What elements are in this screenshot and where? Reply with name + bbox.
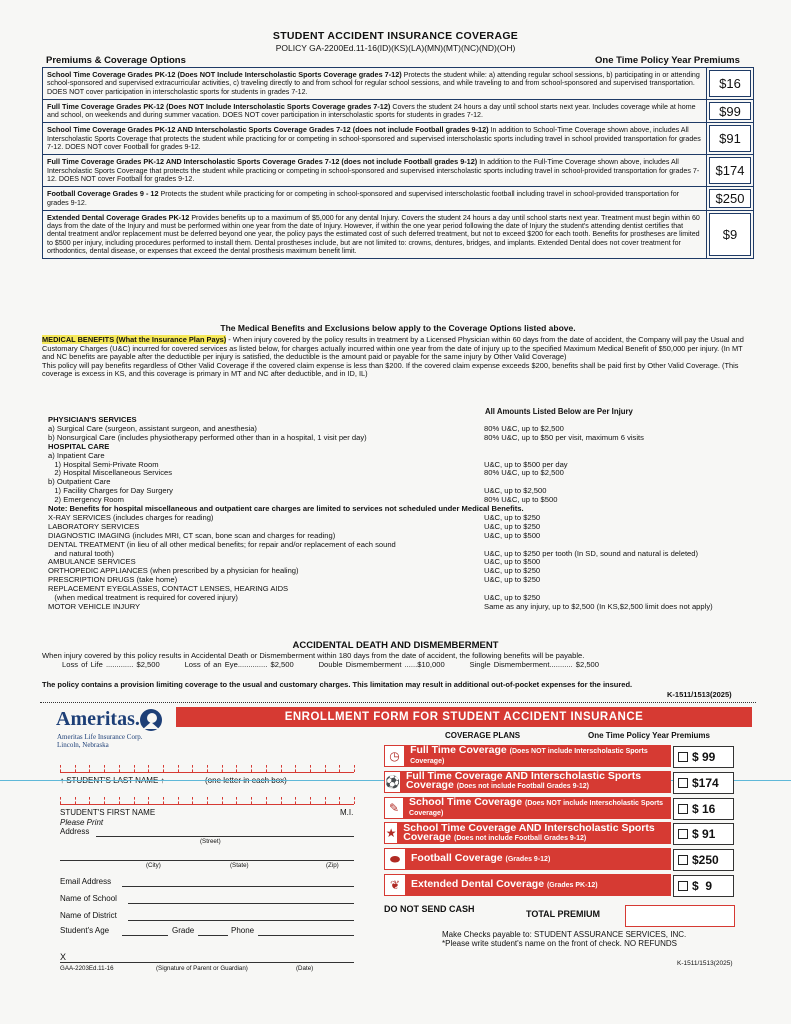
benefit-label: a) Surgical Care (surgeon, assistant surgeon, and anesthesia) <box>48 423 257 433</box>
plan-subtitle: (Does not include Football Grades 9-12) <box>454 834 587 842</box>
letter-box-divider <box>251 765 253 772</box>
other-coverage-text: This policy will pay benefits regardless of Other Valid Coverage if the covered claim expense is less than $200. If the covered claim expense exceeds $200, benefits shall be paid first by Other Valid Coverage. (This coverage is excess in KS, and this coverage is primary in MT and NC after deductible, and in ID, IL) <box>42 360 739 379</box>
premiums-header: Premiums & Coverage Options <box>46 55 186 66</box>
coverage-plan <box>384 745 671 767</box>
form-number-bottom: K-1511/1513(2025) <box>677 960 733 967</box>
letter-box-divider <box>89 797 91 804</box>
coverage-text: In addition to the Full-Time Coverage shown above, includes All Interscholastic Sports Coverage that protects the student while practicing or competing in school-sponsored and supervised interscholastic sports including travel in school-provided transportation for grades 7-12. DOES NOT cover Football for grades 9-12. <box>47 158 700 183</box>
district-field[interactable] <box>128 920 354 921</box>
enrollment-banner: ENROLLMENT FORM FOR STUDENT ACCIDENT INSURANCE <box>176 707 752 727</box>
address-street-field[interactable] <box>96 836 354 837</box>
address-city-field[interactable] <box>60 860 354 861</box>
benefit-amount: U&C, up to $250 <box>484 593 541 602</box>
letter-box-divider <box>295 765 297 772</box>
letter-box-divider <box>163 765 165 772</box>
plan-subtitle: (Does NOT include Interscholastic Sports Coverage) <box>409 799 664 817</box>
total-premium-label: TOTAL PREMIUM <box>526 909 600 919</box>
benefit-label: and natural tooth) <box>48 548 114 558</box>
plan-checkbox[interactable] <box>673 798 734 820</box>
address-label: Address <box>60 827 90 836</box>
checkbox-square[interactable] <box>678 778 688 788</box>
medical-benefits-heading: MEDICAL BENEFITS (What the Insurance Plan Pays) <box>42 335 227 344</box>
lion-icon <box>137 707 165 733</box>
benefit-label: b) Nonsurgical Care (includes physiotherapy performed other than in a hospital, 1 visit per day) <box>48 432 367 442</box>
coverage-title: Extended Dental Coverage Grades PK-12 <box>47 212 190 222</box>
coverage-plan <box>384 874 671 896</box>
signature-caption: (Signature of Parent or Guardian) <box>156 965 248 972</box>
phone-field[interactable] <box>258 935 354 936</box>
letter-box-divider <box>134 797 136 804</box>
letter-box-divider <box>207 765 209 772</box>
benefit-label: LABORATORY SERVICES <box>48 521 140 531</box>
email-label: Email Address <box>60 877 112 886</box>
first-name-label: STUDENT'S FIRST NAME <box>60 808 156 817</box>
letter-box-divider <box>75 765 77 772</box>
sports-icon: ⚽ <box>384 771 401 793</box>
letter-box-divider <box>134 765 136 772</box>
benefit-amount: U&C, up to $500 per day <box>484 459 568 469</box>
plan-price: $174 <box>692 775 719 790</box>
email-field[interactable] <box>122 886 354 887</box>
coverage-plan <box>384 848 671 870</box>
benefit-label: PRESCRIPTION DRUGS (take home) <box>48 575 178 585</box>
benefit-label: PHYSICIAN'S SERVICES <box>48 415 137 424</box>
coverage-plan <box>384 771 671 793</box>
plan-title: School Time Coverage AND Interscholastic Sports Coverage <box>403 821 655 843</box>
letter-box-divider <box>251 797 253 804</box>
age-label: Student's Age <box>60 926 110 935</box>
ameritas-company <box>57 733 143 749</box>
policy-year-header: One Time Policy Year Premiums <box>595 55 740 66</box>
runner-icon: ★ <box>384 822 398 844</box>
plan-checkbox[interactable] <box>673 875 734 897</box>
city-caption: (City) <box>146 862 161 869</box>
benefit-amount: 80% U&C, up to $2,500 <box>484 468 564 478</box>
plan-title: Full Time Coverage <box>410 744 507 756</box>
letter-box-divider <box>104 765 106 772</box>
per-injury-note: All Amounts Listed Below are Per Injury <box>485 407 633 416</box>
policy-number: POLICY GA-2200Ed.11-16(ID)(KS)(LA)(MN)(MT)(NC)(ND)(OH) <box>275 43 516 53</box>
plan-price: $250 <box>692 853 719 868</box>
benefit-label: 2) Emergency Room <box>48 495 124 505</box>
benefit-amount: U&C, up to $250 <box>484 521 541 531</box>
letter-box-divider <box>148 765 150 772</box>
plan-price: $ 16 <box>692 801 716 816</box>
letter-box-divider <box>236 797 238 804</box>
coverage-title: School Time Coverage Grades PK-12 (Does NOT Include Interscholastic Sports Coverage grades 7-12) <box>47 70 402 79</box>
checkbox-square[interactable] <box>678 804 688 814</box>
limitation-notice: The policy contains a provision limiting coverage to the usual and customary charges. This limitation may result in additional out-of-pocket expenses for the insured. <box>42 680 633 689</box>
letter-box-divider <box>148 797 150 804</box>
benefit-label: DIAGNOSTIC IMAGING (includes MRI, CT scan, bone scan and charges for reading) <box>48 530 336 540</box>
benefit-label: Note: Benefits for hospital miscellaneous and outpatient care charges are limited to services not scheduled under Medical Benefits. <box>48 504 524 513</box>
benefit-label: MOTOR VEHICLE INJURY <box>48 601 141 611</box>
benefit-schedule <box>0 416 791 636</box>
coverage-text: Covers the student 24 hours a day until school starts next year. Includes coverage while at home and school, on weekends and during summer vacation. DOES NOT cover participation in interscholastic sports for students in grades 7-12. <box>47 102 696 120</box>
plan-title: Full Time Coverage AND Interscholastic Sports Coverage <box>405 770 642 792</box>
plan-price: $ 9 <box>692 879 713 893</box>
checkbox-square[interactable] <box>678 855 688 865</box>
date-caption: (Date) <box>296 965 314 972</box>
coverage-description <box>43 187 707 210</box>
coverage-row <box>43 68 753 100</box>
benefit-label: X-RAY SERVICES (includes charges for reading) <box>48 512 214 522</box>
plan-label <box>405 746 671 766</box>
please-print-note: Please Print <box>60 818 104 827</box>
grade-field[interactable] <box>198 935 228 936</box>
page-title: STUDENT ACCIDENT INSURANCE COVERAGE <box>272 30 519 42</box>
benefit-label: b) Outpatient Care <box>48 477 111 487</box>
district-label: Name of District <box>60 911 117 920</box>
coverage-price: $99 <box>709 102 751 121</box>
letter-box-divider <box>325 797 327 804</box>
plan-title: Football Coverage <box>411 852 503 865</box>
apply-note: The Medical Benefits and Exclusions below apply to the Coverage Options listed above. <box>220 323 576 333</box>
plan-price: $ 91 <box>692 827 716 842</box>
plan-label <box>404 795 671 818</box>
school-icon: ✎ <box>384 797 404 819</box>
medical-benefits-paragraph <box>42 336 754 379</box>
signature-field[interactable] <box>60 962 354 963</box>
benefit-label: 1) Hospital Semi-Private Room <box>48 459 159 469</box>
letter-box-divider <box>354 765 356 772</box>
plan-checkbox[interactable] <box>673 823 734 845</box>
state-caption: (State) <box>230 862 249 869</box>
form-code: GAA-2203Ed.11-16 <box>60 965 114 972</box>
letter-box-divider <box>119 797 121 804</box>
football-icon: ⬬ <box>384 848 406 870</box>
coverage-price: $250 <box>709 189 751 208</box>
plan-title: School Time Coverage <box>409 795 523 808</box>
coverage-row <box>43 187 753 211</box>
letter-box-divider <box>295 797 297 804</box>
coverage-row <box>43 100 753 124</box>
add-title: ACCIDENTAL DEATH AND DISMEMBERMENT <box>292 640 499 651</box>
coverage-price: $174 <box>709 157 751 184</box>
company-location: Lincoln, Nebraska <box>57 741 109 749</box>
school-field[interactable] <box>128 903 354 904</box>
coverage-price: $16 <box>709 70 751 97</box>
first-name-boxes[interactable] <box>60 790 354 805</box>
age-field[interactable] <box>122 935 168 936</box>
coverage-plan <box>384 822 671 844</box>
coverage-price: $9 <box>709 213 751 256</box>
coverage-title: Full Time Coverage Grades PK-12 AND Interscholastic Sports Coverage Grades 7-12 (does not include Football grades 9-12) <box>47 157 478 167</box>
letter-box-divider <box>60 765 62 772</box>
benefit-amount: U&C, up to $2,500 <box>484 486 547 496</box>
plan-checkbox[interactable] <box>673 746 734 768</box>
benefit-label: a) Inpatient Care <box>48 450 105 460</box>
street-caption: (Street) <box>200 838 221 845</box>
benefit-label: (when medical treatment is required for covered injury) <box>48 593 238 602</box>
coverage-text: Protects the student while practicing for or competing in school-sponsored and supervised interscholastic football including travel in school-provided transportation for grades 9-12. <box>47 190 680 207</box>
benefit-label: HOSPITAL CARE <box>48 441 110 451</box>
coverage-plans-header: COVERAGE PLANS <box>445 731 521 740</box>
letter-box-divider <box>222 797 224 804</box>
checkbox-square[interactable] <box>678 752 688 762</box>
plan-subtitle: (Does NOT include Interscholastic Sports Coverage) <box>410 748 648 765</box>
tooth-icon: ❦ <box>384 874 406 896</box>
benefit-amount: U&C, up to $500 <box>484 530 541 540</box>
checks-note: *Please write student's name on the front of check. NO REFUNDS <box>442 939 677 948</box>
benefit-amount: 80% U&C, up to $2,500 <box>484 423 564 433</box>
letter-box-divider <box>325 765 327 772</box>
benefit-amount: Same as any injury, up to $2,500 (In KS,$2,500 limit does not apply) <box>484 601 713 611</box>
plan-subtitle: (Does not include Football Grades 9-12) <box>456 783 589 791</box>
coverage-text: Provides benefits up to a maximum of $5,000 for any dental Injury. Covers the student 24 hours a day until school starts next year. Treatment must begin within 60 days from the date of the Injury and must be performed within one year from the date of Injury. However, if within the one year period following the date of Injury the student's attending dentist certifies that dental treatment and/or replacement must be deferred beyond one year, the policy pays the estimated cost of such deferred treatment, but not to exceed $200 for each tooth. Benefits for prostheses are limited to $500 per injury, including procedures performed to install them. Dental prostheses include, but are not limited to: crowns, dentures, bridges, and implants. Extended Dental does not cover treatment for orthodontics, dental disease, or expenses that exceed the dental prosthesis maximum benefit limit. <box>47 213 700 256</box>
letter-box-divider <box>207 797 209 804</box>
checks-payable: Make Checks payable to: STUDENT ASSURANCE SERVICES, INC. <box>442 930 687 939</box>
benefit-amount: U&C, up to $250 <box>484 575 541 585</box>
coverage-text: In addition to School-Time Coverage shown above, includes All Interscholastic Sports Coverage that protects the student while practicing for or competing in school-sponsored and supervised interscholastic sports including travel in school provided transportation for grades 7-12. DOES NOT cover Football for grades 9-12. <box>47 126 701 152</box>
benefit-label: REPLACEMENT EYEGLASSES, CONTACT LENSES, HEARING AIDS <box>48 584 289 594</box>
checkbox-square[interactable] <box>678 829 688 839</box>
letter-box-divider <box>178 797 180 804</box>
coverage-text: Protects the student while: a) attending regular school sessions, b) participating in or attending school-sponsored and supervised extracurricular activities, c) traveling directly to and from school for regular school sessions, and while traveling to and from school-sponsored and supervised transportation. DOES NOT cover participation in interscholastic sports for students in grades 7-12. <box>47 71 700 96</box>
benefit-amount: 80% U&C, up to $500 <box>484 495 558 505</box>
benefit-label: ORTHOPEDIC APPLIANCES (when prescribed by a physician for healing) <box>48 566 299 576</box>
total-premium-field[interactable] <box>625 905 735 927</box>
benefit-amount: U&C, up to $250 <box>484 566 541 576</box>
coverage-row <box>43 123 753 155</box>
plan-subtitle: (Grades PK-12) <box>546 882 598 889</box>
letter-box-divider <box>266 765 268 772</box>
letter-box-divider <box>339 765 341 772</box>
letter-box-divider <box>354 797 356 804</box>
plan-subtitle: (Grades 9-12) <box>505 856 551 864</box>
letter-box-divider <box>163 797 165 804</box>
coverage-title: Football Coverage Grades 9 - 12 <box>47 189 159 199</box>
coverage-row <box>43 155 753 187</box>
last-name-boxes[interactable] <box>60 758 354 773</box>
mi-label: M.I. <box>340 808 354 817</box>
letter-box-divider <box>75 797 77 804</box>
checkbox-square[interactable] <box>678 881 688 891</box>
cut-line <box>40 702 756 703</box>
phone-label: Phone <box>231 926 255 935</box>
coverage-row <box>43 211 753 258</box>
plan-label <box>406 854 550 864</box>
clock-icon: ◷ <box>384 745 405 767</box>
benefit-label: 2) Hospital Miscellaneous Services <box>48 468 173 478</box>
company-name: Ameritas Life Insurance Corp. <box>57 733 143 741</box>
letter-box-divider <box>266 797 268 804</box>
benefit-amount: U&C, up to $250 <box>484 512 541 522</box>
letter-box-divider <box>236 765 238 772</box>
coverage-description <box>43 155 707 186</box>
coverage-title: Full Time Coverage Grades PK-12 (Does NOT Include Interscholastic Sports Coverage grades 7-12) <box>47 101 391 111</box>
benefit-amount: U&C, up to $500 <box>484 557 541 567</box>
letter-box-divider <box>281 765 283 772</box>
letter-box-divider <box>222 765 224 772</box>
letter-box-divider <box>60 797 62 804</box>
coverage-description <box>43 100 707 123</box>
plan-checkbox[interactable] <box>673 772 734 794</box>
coverage-title: School Time Coverage Grades PK-12 AND Interscholastic Sports Coverage Grades 7-12 (does not include Football grades 9-12) <box>47 125 489 135</box>
coverage-price: $91 <box>709 125 751 152</box>
letter-box-divider <box>192 797 194 804</box>
coverage-options-table <box>42 67 754 259</box>
plan-title: Extended Dental Coverage <box>411 878 545 890</box>
grade-label: Grade <box>172 926 195 935</box>
letter-box-divider <box>281 797 283 804</box>
letter-box-divider <box>310 765 312 772</box>
benefit-amount: 80% U&C, up to $50 per visit, maximum 6 visits <box>484 432 644 442</box>
medical-benefits-text: - When injury covered by the policy results in treatment by a Licensed Physician within 60 days from the date of accident, the Company will pay the Usual and Customary Charges (U&C) incurred for covered services as listed below, for charges actually incurred within one year from the date of injury up to the specified Maximum Medical Benefit of $50,000 per injury. (In MT and NC benefits are payable after the deductible per injury is satisfied, the deductible is the amount paid or payable for the same injury by Other Valid Coverage) <box>42 335 744 362</box>
zip-caption: (Zip) <box>326 862 339 869</box>
benefit-amount: U&C, up to $250 per tooth (In SD, sound and natural is deleted) <box>484 548 699 558</box>
letter-box-divider <box>310 797 312 804</box>
benefit-label: AMBULANCE SERVICES <box>48 557 136 567</box>
plan-price: $ 99 <box>692 750 716 764</box>
letter-box-divider <box>192 765 194 772</box>
coverage-plan <box>384 797 671 819</box>
plan-checkbox[interactable] <box>673 849 734 871</box>
coverage-description <box>43 211 707 258</box>
no-cash-note: DO NOT SEND CASH <box>384 904 475 914</box>
coverage-description <box>43 68 707 99</box>
letter-box-divider <box>89 765 91 772</box>
form-number-top: K-1511/1513(2025) <box>667 690 732 699</box>
plan-label <box>406 880 598 890</box>
add-description: When injury covered by this policy results in Accidental Death or Dismemberment within 180 days from the date of accident, the following benefits will be payable. <box>42 651 585 660</box>
ameritas-logo: Ameritas. <box>56 708 140 730</box>
letter-box-divider <box>339 797 341 804</box>
coverage-description <box>43 123 707 154</box>
benefit-label: 1) Facility Charges for Day Surgery <box>48 486 173 496</box>
premiums-column-header: One Time Policy Year Premiums <box>588 731 710 740</box>
plan-label <box>401 772 671 791</box>
letter-box-divider <box>104 797 106 804</box>
add-benefits: Loss of Life ............. $2,500 Loss of an Eye.............. $2,500 Double Dismemberment ......$10,000 Single Dismemberment........... $2,500 <box>62 660 600 669</box>
signature-x: X <box>60 952 67 962</box>
letter-box-divider <box>178 765 180 772</box>
school-label: Name of School <box>60 894 117 903</box>
plan-label <box>398 821 671 843</box>
benefit-label: DENTAL TREATMENT (in lieu of all other medical benefits; for repair and/or replacement of each sound <box>48 539 396 549</box>
letter-box-divider <box>119 765 121 772</box>
